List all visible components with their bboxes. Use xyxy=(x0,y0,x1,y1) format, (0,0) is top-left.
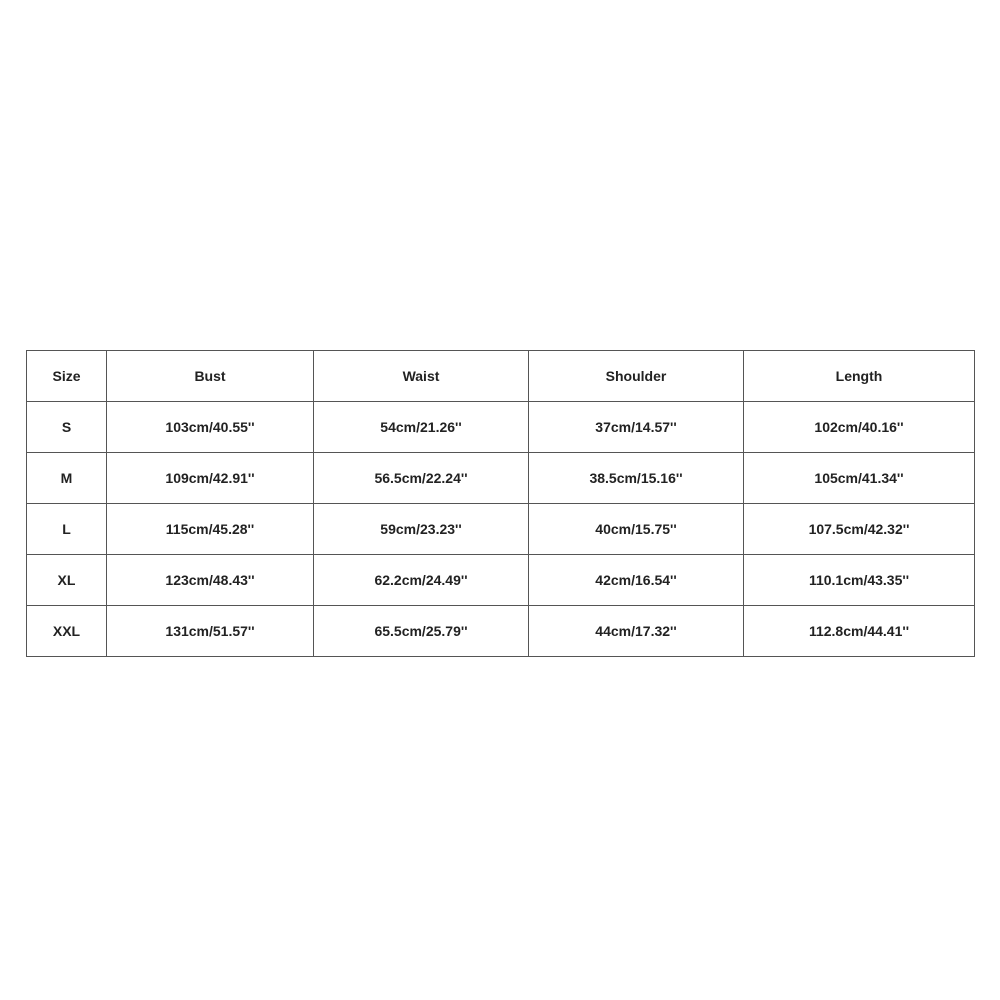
cell-size: M xyxy=(27,453,107,504)
cell-shoulder: 38.5cm/15.16'' xyxy=(529,453,744,504)
header-size: Size xyxy=(27,351,107,402)
cell-length: 102cm/40.16'' xyxy=(744,402,975,453)
cell-waist: 56.5cm/22.24'' xyxy=(314,453,529,504)
cell-length: 112.8cm/44.41'' xyxy=(744,606,975,657)
cell-bust: 103cm/40.55'' xyxy=(107,402,314,453)
cell-shoulder: 42cm/16.54'' xyxy=(529,555,744,606)
size-chart-table xyxy=(26,350,975,657)
cell-shoulder: 37cm/14.57'' xyxy=(529,402,744,453)
header-waist: Waist xyxy=(314,351,529,402)
cell-size: XL xyxy=(27,555,107,606)
cell-waist: 54cm/21.26'' xyxy=(314,402,529,453)
cell-bust: 123cm/48.43'' xyxy=(107,555,314,606)
cell-shoulder: 44cm/17.32'' xyxy=(529,606,744,657)
cell-bust: 115cm/45.28'' xyxy=(107,504,314,555)
table-row xyxy=(27,555,975,606)
cell-size: XXL xyxy=(27,606,107,657)
cell-size: S xyxy=(27,402,107,453)
cell-waist: 59cm/23.23'' xyxy=(314,504,529,555)
table-row xyxy=(27,606,975,657)
cell-bust: 131cm/51.57'' xyxy=(107,606,314,657)
cell-waist: 62.2cm/24.49'' xyxy=(314,555,529,606)
table-row xyxy=(27,453,975,504)
cell-length: 105cm/41.34'' xyxy=(744,453,975,504)
cell-size: L xyxy=(27,504,107,555)
cell-shoulder: 40cm/15.75'' xyxy=(529,504,744,555)
header-shoulder: Shoulder xyxy=(529,351,744,402)
cell-waist: 65.5cm/25.79'' xyxy=(314,606,529,657)
cell-bust: 109cm/42.91'' xyxy=(107,453,314,504)
cell-length: 110.1cm/43.35'' xyxy=(744,555,975,606)
cell-length: 107.5cm/42.32'' xyxy=(744,504,975,555)
table-row xyxy=(27,504,975,555)
header-length: Length xyxy=(744,351,975,402)
header-bust: Bust xyxy=(107,351,314,402)
header-row xyxy=(27,351,975,402)
table-row xyxy=(27,402,975,453)
